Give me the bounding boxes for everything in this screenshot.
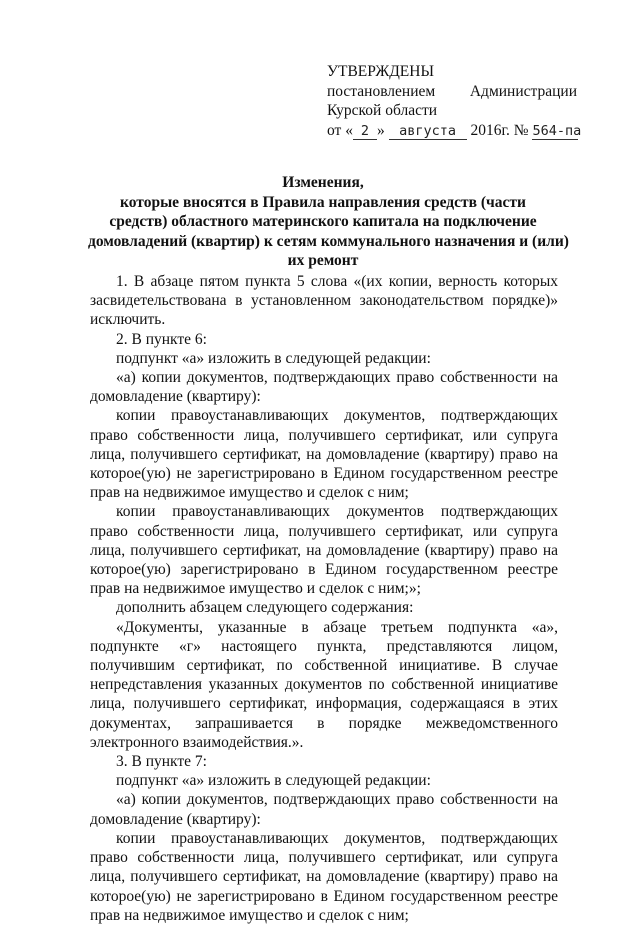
paragraph-add-clause-intro: дополнить абзацем следующего содержания:: [116, 599, 414, 617]
document-number: 564-па: [532, 122, 582, 139]
date-prefix: от «: [327, 121, 353, 139]
paragraph-copies-not-registered: копии правоустанавливающих документов, подтверждающих право собственности лица, получившего сертификат, или супруга лица, получившего сертификат, на домовладение (квартиру) право на которое(ую) не зарегистрировано в Едином государственном реестре прав на недвижимое имущество и сделок с ним;: [90, 407, 558, 502]
paragraph-subitem-a-intro: подпункт «а» изложить в следующей редакции:: [116, 349, 431, 367]
approval-resolution-word: постановлением: [327, 82, 436, 100]
document-title: [88, 173, 569, 271]
approval-region: Курской области: [327, 102, 438, 119]
approval-block: [327, 62, 582, 140]
title-line-1: Изменения,: [282, 174, 364, 191]
title-line-3: средств) областного материнского капитала на подключение: [109, 213, 537, 230]
document-body: [90, 272, 558, 925]
paragraph-item-1: 1. В абзаце пятом пункта 5 слова «(их копии, верность которых засвидетельствована в установленном законодательством порядке)» исключить.: [90, 273, 558, 329]
paragraph-copies-registered: копии правоустанавливающих документов подтверждающих право собственности лица, получившего сертификат, или супруга лица, получившего сертификат, на домовладение (квартиру) право на которое(ую) зарегистрировано в Едином государственном реестре прав на недвижимое имущество и сделок с ним;»;: [90, 503, 558, 598]
date-day: 2: [353, 124, 377, 140]
title-line-5: их ремонт: [287, 252, 359, 269]
paragraph-subitem-a-intro-2: подпункт «а» изложить в следующей редакции:: [116, 772, 431, 790]
approval-date-line: [327, 121, 582, 141]
title-line-4: домовладений (квартир) к сетям коммунального назначения и (или): [88, 232, 569, 250]
paragraph-subitem-a-text-2: «а) копии документов, подтверждающих право собственности на домовладение (квартиру):: [90, 791, 558, 828]
approval-line-2: [327, 82, 577, 102]
paragraph-item-2-heading: 2. В пункте 6:: [116, 330, 207, 348]
approval-administration-word: Администрации: [469, 82, 577, 100]
paragraph-item-3-heading: 3. В пункте 7:: [116, 753, 207, 771]
date-mid: »: [376, 121, 385, 139]
paragraph-documents-clause: «Документы, указанные в абзаце третьем подпункта «а», подпункте «г» настоящего пункта, представляются лицом, получившим сертификат, по собственной инициативе. В случае непредставления указанных документов по собственной инициативе лица, получившего сертификат, информация, содержащаяся в этих документах, запрашивается в порядке межведомственного электронного взаимодействия.».: [90, 618, 558, 751]
date-month: августа: [389, 124, 467, 140]
date-year: 2016г. №: [470, 121, 529, 139]
paragraph-copies-not-registered-2: копии правоустанавливающих документов, подтверждающих право собственности лица, получившего сертификат, или супруга лица, получившего сертификат, на домовладение (квартиру) право на которое(ую) не зарегистрировано в Едином государственном реестре прав на недвижимое имущество и сделок с ним;: [90, 829, 558, 924]
approval-heading: УТВЕРЖДЕНЫ: [327, 63, 434, 80]
title-line-2: которые вносятся в Правила направления средств (части: [120, 193, 526, 211]
paragraph-subitem-a-text: «а) копии документов, подтверждающих право собственности на домовладение (квартиру):: [90, 369, 558, 406]
